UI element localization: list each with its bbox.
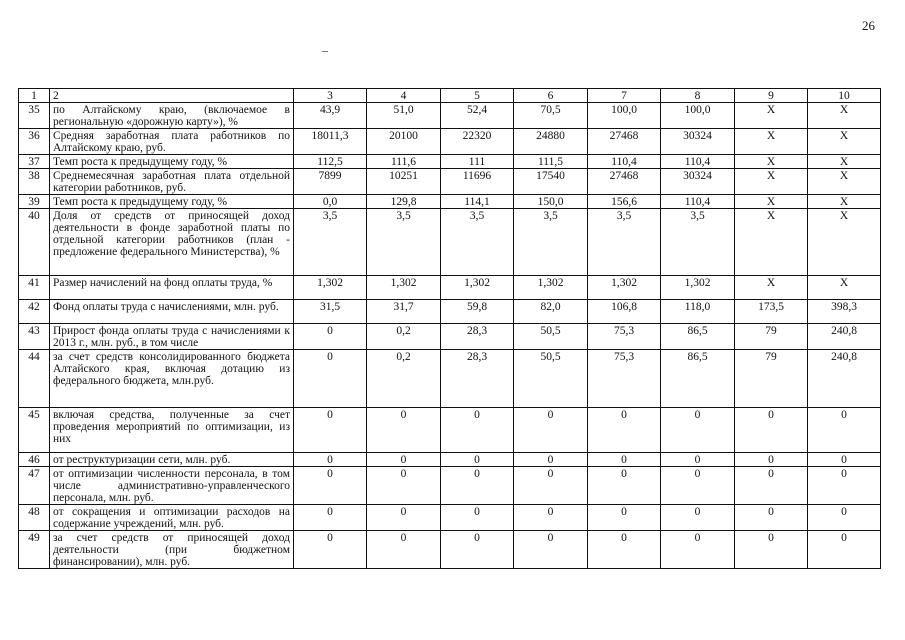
value-cell: 129,8 (367, 195, 441, 209)
header-cell: 1 (19, 89, 50, 103)
indicator-name-cell: Темп роста к предыдущему году, % (50, 195, 294, 209)
header-cell: 8 (661, 89, 735, 103)
value-cell: 1,302 (514, 276, 588, 300)
table-row (19, 195, 881, 209)
header-cell: 7 (588, 89, 661, 103)
value-cell: X (735, 209, 808, 276)
value-cell: 156,6 (588, 195, 661, 209)
indicator-name-cell: по Алтайскому краю, (включаемое в региональную «дорожную карту»), % (50, 103, 294, 129)
value-cell: 10251 (367, 169, 441, 195)
table-row (19, 408, 881, 453)
value-cell: X (735, 169, 808, 195)
value-cell: 79 (735, 324, 808, 350)
value-cell: 0 (367, 505, 441, 531)
value-cell: 0 (588, 453, 661, 467)
value-cell: 0 (367, 467, 441, 505)
indicator-name-cell: от сокращения и оптимизации расходов на содержание учреждений, млн. руб. (50, 505, 294, 531)
table-row (19, 129, 881, 155)
value-cell: 0 (588, 531, 661, 569)
value-cell: 11696 (441, 169, 514, 195)
value-cell: X (808, 169, 881, 195)
value-cell: 0,0 (294, 195, 367, 209)
table-body (19, 89, 881, 569)
indicator-name-cell: Среднемесячная заработная плата отдельной категории работников, руб. (50, 169, 294, 195)
value-cell: 0 (661, 531, 735, 569)
value-cell: X (808, 276, 881, 300)
indicator-name-cell: за счет средств от приносящей доход деятельности (при бюджетном финансировании), млн. руб. (50, 531, 294, 569)
value-cell: 43,9 (294, 103, 367, 129)
value-cell: 0 (294, 453, 367, 467)
value-cell: 1,302 (661, 276, 735, 300)
header-cell: 3 (294, 89, 367, 103)
value-cell: 110,4 (588, 155, 661, 169)
indicator-name-cell: за счет средств консолидированного бюджета Алтайского края, включая дотацию из федерального бюджета, млн.руб. (50, 350, 294, 408)
indicator-name-cell: Размер начислений на фонд оплаты труда, % (50, 276, 294, 300)
value-cell: 59,8 (441, 300, 514, 324)
value-cell: 150,0 (514, 195, 588, 209)
value-cell: X (735, 276, 808, 300)
value-cell: 111,6 (367, 155, 441, 169)
header-cell: 9 (735, 89, 808, 103)
value-cell: 240,8 (808, 350, 881, 408)
value-cell: 0 (294, 505, 367, 531)
value-cell: 75,3 (588, 324, 661, 350)
indicator-name-cell: Темп роста к предыдущему году, % (50, 155, 294, 169)
row-number-cell: 38 (19, 169, 50, 195)
value-cell: 110,4 (661, 155, 735, 169)
value-cell: 79 (735, 350, 808, 408)
value-cell: 0 (588, 467, 661, 505)
value-cell: 27468 (588, 169, 661, 195)
value-cell: 0 (294, 531, 367, 569)
table-row (19, 169, 881, 195)
value-cell: 0 (367, 408, 441, 453)
value-cell: X (808, 129, 881, 155)
indicator-name-cell: Доля от средств от приносящей доход деятельности в фонде заработной платы по отдельной категории работников (план - предложение федерального Министерства), % (50, 209, 294, 276)
value-cell: X (808, 195, 881, 209)
value-cell: 86,5 (661, 324, 735, 350)
header-cell: 6 (514, 89, 588, 103)
value-cell: 3,5 (294, 209, 367, 276)
value-cell: X (735, 129, 808, 155)
value-cell: 111,5 (514, 155, 588, 169)
header-cell: 10 (808, 89, 881, 103)
value-cell: 0 (735, 408, 808, 453)
indicator-name-cell: от оптимизации численности персонала, в том числе административно-управленческого персонала, млн. руб. (50, 467, 294, 505)
value-cell: 0 (441, 505, 514, 531)
value-cell: 3,5 (441, 209, 514, 276)
row-number-cell: 41 (19, 276, 50, 300)
value-cell: 31,5 (294, 300, 367, 324)
value-cell: 52,4 (441, 103, 514, 129)
table-row (19, 531, 881, 569)
table-row (19, 276, 881, 300)
value-cell: 0 (441, 408, 514, 453)
row-number-cell: 43 (19, 324, 50, 350)
value-cell: 3,5 (367, 209, 441, 276)
value-cell: 28,3 (441, 350, 514, 408)
value-cell: 0,2 (367, 350, 441, 408)
indicators-table (18, 88, 881, 569)
row-number-cell: 37 (19, 155, 50, 169)
value-cell: 20100 (367, 129, 441, 155)
value-cell: 27468 (588, 129, 661, 155)
header-cell: 5 (441, 89, 514, 103)
value-cell: 111 (441, 155, 514, 169)
value-cell: X (808, 155, 881, 169)
value-cell: 0 (735, 505, 808, 531)
row-number-cell: 46 (19, 453, 50, 467)
scan-speck (322, 51, 328, 52)
value-cell: 3,5 (514, 209, 588, 276)
value-cell: 100,0 (588, 103, 661, 129)
table-row (19, 155, 881, 169)
value-cell: 100,0 (661, 103, 735, 129)
value-cell: 0 (588, 408, 661, 453)
value-cell: 50,5 (514, 350, 588, 408)
table-row (19, 505, 881, 531)
value-cell: 0 (514, 453, 588, 467)
indicator-name-cell: от реструктуризации сети, млн. руб. (50, 453, 294, 467)
indicator-name-cell: Прирост фонда оплаты труда с начислениями к 2013 г., млн. руб., в том числе (50, 324, 294, 350)
value-cell: 30324 (661, 129, 735, 155)
table-row (19, 103, 881, 129)
value-cell: 0 (514, 467, 588, 505)
value-cell: 0 (808, 408, 881, 453)
header-cell: 2 (50, 89, 294, 103)
row-number-cell: 49 (19, 531, 50, 569)
value-cell: 30324 (661, 169, 735, 195)
indicator-name-cell: включая средства, полученные за счет проведения мероприятий по оптимизации, из них (50, 408, 294, 453)
indicator-name-cell: Фонд оплаты труда с начислениями, млн. руб. (50, 300, 294, 324)
value-cell: 1,302 (367, 276, 441, 300)
value-cell: 0 (367, 453, 441, 467)
value-cell: X (808, 103, 881, 129)
table-row (19, 467, 881, 505)
value-cell: 18011,3 (294, 129, 367, 155)
value-cell: 51,0 (367, 103, 441, 129)
value-cell: 0 (367, 531, 441, 569)
value-cell: 86,5 (661, 350, 735, 408)
value-cell: 0,2 (367, 324, 441, 350)
value-cell: 0 (808, 453, 881, 467)
table-row (19, 324, 881, 350)
value-cell: 75,3 (588, 350, 661, 408)
page-number: 26 (862, 18, 875, 33)
value-cell: 106,8 (588, 300, 661, 324)
table-row (19, 209, 881, 276)
row-number-cell: 48 (19, 505, 50, 531)
value-cell: X (808, 209, 881, 276)
value-cell: 0 (441, 453, 514, 467)
value-cell: 1,302 (441, 276, 514, 300)
value-cell: 0 (294, 324, 367, 350)
row-number-cell: 40 (19, 209, 50, 276)
header-cell: 4 (367, 89, 441, 103)
value-cell: 0 (441, 531, 514, 569)
value-cell: X (735, 195, 808, 209)
row-number-cell: 35 (19, 103, 50, 129)
value-cell: 398,3 (808, 300, 881, 324)
value-cell: 0 (588, 505, 661, 531)
value-cell: 0 (294, 408, 367, 453)
value-cell: 240,8 (808, 324, 881, 350)
value-cell: 118,0 (661, 300, 735, 324)
value-cell: 0 (808, 467, 881, 505)
table-row (19, 350, 881, 408)
value-cell: 17540 (514, 169, 588, 195)
value-cell: 28,3 (441, 324, 514, 350)
value-cell: 0 (661, 408, 735, 453)
value-cell: 0 (735, 531, 808, 569)
value-cell: 0 (808, 505, 881, 531)
value-cell: 0 (294, 350, 367, 408)
row-number-cell: 36 (19, 129, 50, 155)
table-row (19, 453, 881, 467)
value-cell: X (735, 103, 808, 129)
value-cell: 0 (661, 467, 735, 505)
value-cell: 24880 (514, 129, 588, 155)
value-cell: 82,0 (514, 300, 588, 324)
value-cell: 0 (661, 505, 735, 531)
value-cell: 0 (514, 531, 588, 569)
value-cell: 0 (441, 467, 514, 505)
row-number-cell: 42 (19, 300, 50, 324)
value-cell: 0 (514, 505, 588, 531)
row-number-cell: 44 (19, 350, 50, 408)
value-cell: 0 (294, 467, 367, 505)
value-cell: 114,1 (441, 195, 514, 209)
value-cell: 110,4 (661, 195, 735, 209)
value-cell: 7899 (294, 169, 367, 195)
value-cell: 3,5 (588, 209, 661, 276)
value-cell: 22320 (441, 129, 514, 155)
value-cell: 1,302 (294, 276, 367, 300)
value-cell: 0 (735, 453, 808, 467)
value-cell: 0 (735, 467, 808, 505)
table-row (19, 300, 881, 324)
row-number-cell: 45 (19, 408, 50, 453)
indicator-name-cell: Средняя заработная плата работников по Алтайскому краю, руб. (50, 129, 294, 155)
value-cell: 1,302 (588, 276, 661, 300)
value-cell: 0 (808, 531, 881, 569)
value-cell: 70,5 (514, 103, 588, 129)
table-header-row (19, 89, 881, 103)
value-cell: 0 (514, 408, 588, 453)
row-number-cell: 39 (19, 195, 50, 209)
value-cell: 0 (661, 453, 735, 467)
value-cell: 50,5 (514, 324, 588, 350)
row-number-cell: 47 (19, 467, 50, 505)
value-cell: X (735, 155, 808, 169)
value-cell: 3,5 (661, 209, 735, 276)
value-cell: 112,5 (294, 155, 367, 169)
value-cell: 31,7 (367, 300, 441, 324)
value-cell: 173,5 (735, 300, 808, 324)
